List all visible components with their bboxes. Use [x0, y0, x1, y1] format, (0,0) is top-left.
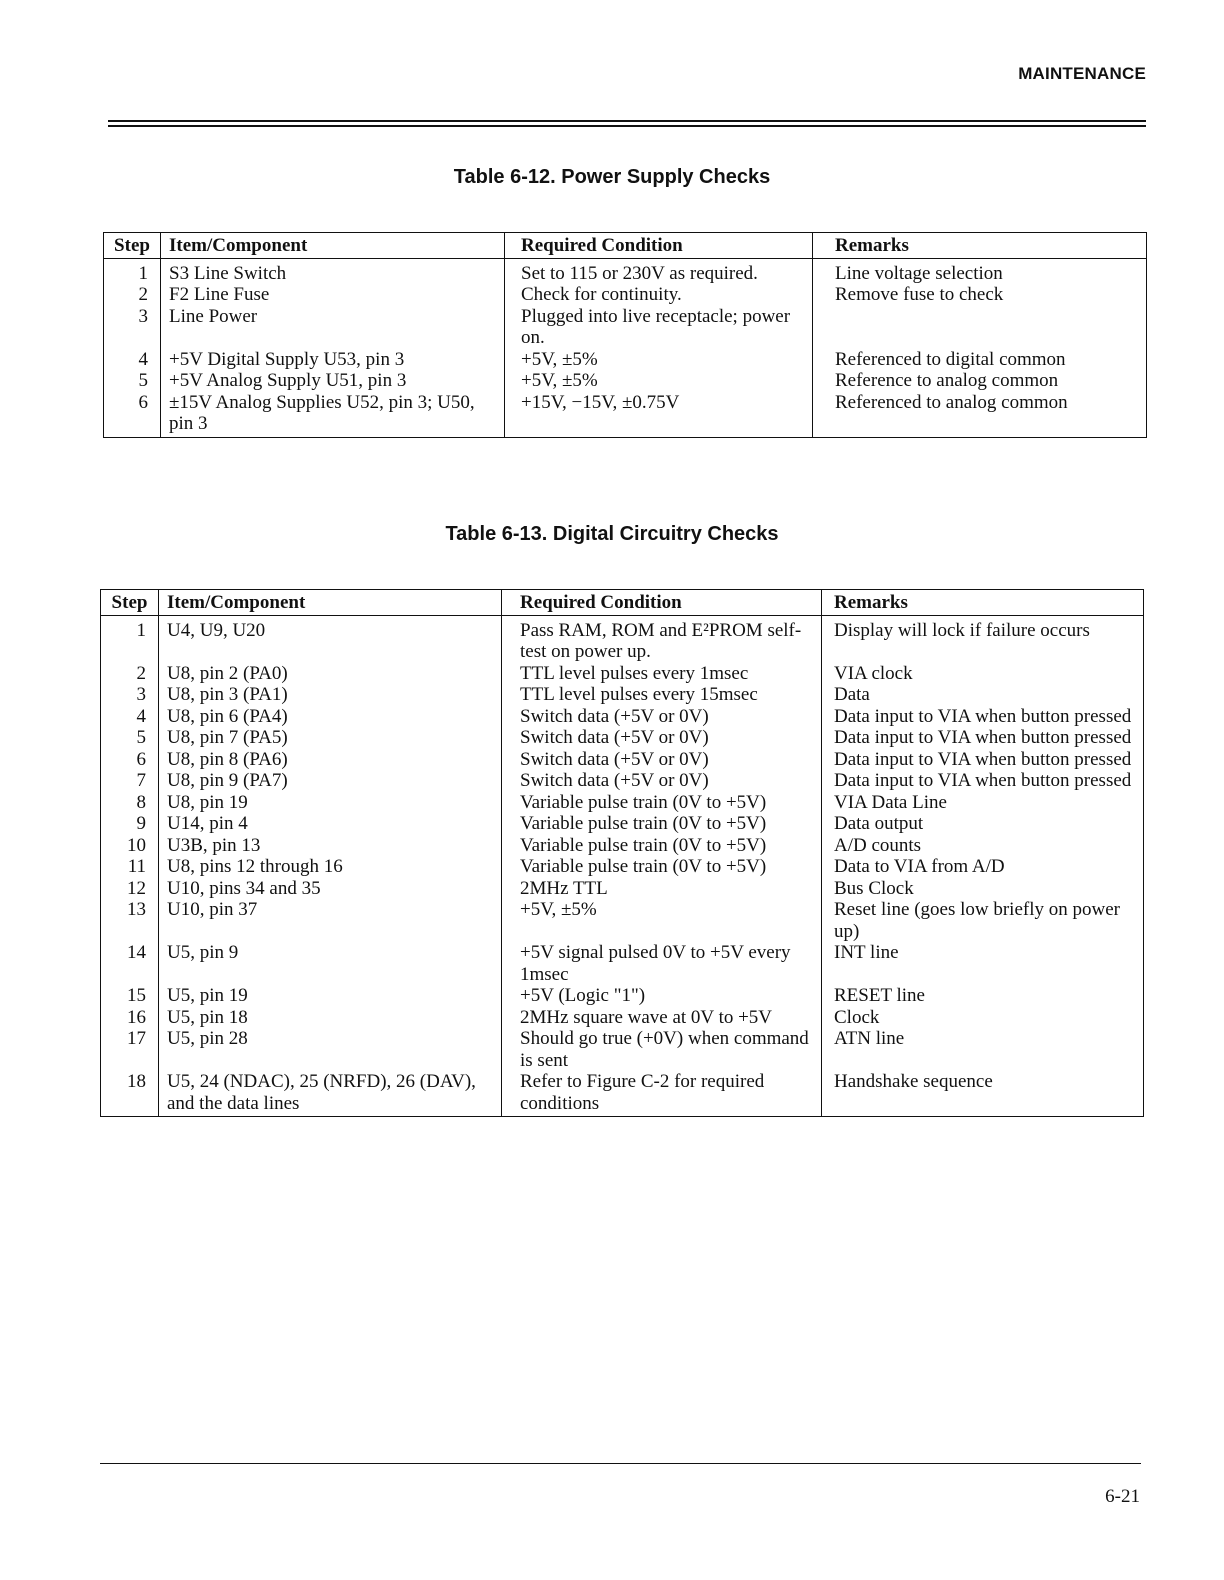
- row-condition: +5V, ±5%: [505, 349, 813, 371]
- row-step: 2: [104, 284, 161, 306]
- page-number: 6-21: [1105, 1486, 1140, 1507]
- row-remarks: Clock: [822, 1007, 1144, 1029]
- row-step: 15: [101, 985, 159, 1007]
- row-condition: TTL level pulses every 15msec: [502, 684, 822, 706]
- row-condition: Pass RAM, ROM and E²PROM self-test on power up.: [502, 615, 822, 663]
- table-row: [101, 878, 1144, 900]
- row-condition: +5V signal pulsed 0V to +5V every 1msec: [502, 942, 822, 985]
- row-remarks: VIA clock: [822, 663, 1144, 685]
- table-row: [101, 1007, 1144, 1029]
- row-step: 2: [101, 663, 159, 685]
- row-step: 3: [104, 306, 161, 349]
- row-remarks: Handshake sequence: [822, 1071, 1144, 1117]
- table-6-12-caption: Table 6-12. Power Supply Checks: [453, 166, 771, 188]
- table-6-13-caption: Table 6-13. Digital Circuitry Checks: [445, 523, 779, 545]
- row-step: 10: [101, 835, 159, 857]
- row-condition: Switch data (+5V or 0V): [502, 727, 822, 749]
- table-row: [101, 942, 1144, 985]
- row-item: U10, pins 34 and 35: [159, 878, 502, 900]
- row-step: 18: [101, 1071, 159, 1117]
- row-step: 12: [101, 878, 159, 900]
- row-step: 9: [101, 813, 159, 835]
- row-condition: Refer to Figure C-2 for required conditions: [502, 1071, 822, 1117]
- table-row: [101, 727, 1144, 749]
- row-item: F2 Line Fuse: [161, 284, 505, 306]
- row-item: +5V Analog Supply U51, pin 3: [161, 370, 505, 392]
- table-header-row: [104, 233, 1147, 259]
- row-step: 5: [104, 370, 161, 392]
- table-row: [104, 349, 1147, 371]
- table-row: [101, 615, 1144, 663]
- row-step: 7: [101, 770, 159, 792]
- row-step: 11: [101, 856, 159, 878]
- table-row: [101, 899, 1144, 942]
- row-item: U5, pin 9: [159, 942, 502, 985]
- row-step: 6: [104, 392, 161, 438]
- row-condition: Variable pulse train (0V to +5V): [502, 856, 822, 878]
- running-header: MAINTENANCE: [1018, 64, 1146, 83]
- row-remarks: ATN line: [822, 1028, 1144, 1071]
- table-row: [101, 1028, 1144, 1071]
- column-header-step: Step: [101, 590, 159, 616]
- row-item: U14, pin 4: [159, 813, 502, 835]
- row-remarks: Referenced to digital common: [813, 349, 1147, 371]
- column-header-condition: Required Condition: [505, 233, 813, 259]
- table-header-row: [101, 590, 1144, 616]
- table-row: [101, 985, 1144, 1007]
- row-condition: +5V, ±5%: [505, 370, 813, 392]
- column-header-step: Step: [104, 233, 161, 259]
- row-step: 4: [101, 706, 159, 728]
- table-row: [101, 835, 1144, 857]
- column-header-item: Item/Component: [159, 590, 502, 616]
- row-remarks: Data: [822, 684, 1144, 706]
- table-row: [101, 684, 1144, 706]
- row-step: 5: [101, 727, 159, 749]
- row-remarks: INT line: [822, 942, 1144, 985]
- column-header-item: Item/Component: [161, 233, 505, 259]
- row-step: 3: [101, 684, 159, 706]
- row-item: S3 Line Switch: [161, 258, 505, 284]
- column-header-remarks: Remarks: [813, 233, 1147, 259]
- row-remarks: Data input to VIA when button pressed: [822, 749, 1144, 771]
- row-item: U8, pin 3 (PA1): [159, 684, 502, 706]
- row-condition: 2MHz square wave at 0V to +5V: [502, 1007, 822, 1029]
- row-condition: Switch data (+5V or 0V): [502, 706, 822, 728]
- row-step: 13: [101, 899, 159, 942]
- row-item: U5, pin 18: [159, 1007, 502, 1029]
- row-condition: TTL level pulses every 1msec: [502, 663, 822, 685]
- row-condition: Should go true (+0V) when command is sent: [502, 1028, 822, 1071]
- row-item: Line Power: [161, 306, 505, 349]
- column-header-condition: Required Condition: [502, 590, 822, 616]
- row-step: 8: [101, 792, 159, 814]
- row-remarks: Remove fuse to check: [813, 284, 1147, 306]
- table-row: [104, 392, 1147, 438]
- row-step: 4: [104, 349, 161, 371]
- row-remarks: RESET line: [822, 985, 1144, 1007]
- row-item: U5, pin 19: [159, 985, 502, 1007]
- row-condition: 2MHz TTL: [502, 878, 822, 900]
- row-item: U8, pin 6 (PA4): [159, 706, 502, 728]
- row-condition: Variable pulse train (0V to +5V): [502, 792, 822, 814]
- column-header-remarks: Remarks: [822, 590, 1144, 616]
- row-condition: +5V (Logic "1"): [502, 985, 822, 1007]
- table-row: [101, 706, 1144, 728]
- row-step: 1: [104, 258, 161, 284]
- row-step: 17: [101, 1028, 159, 1071]
- row-step: 6: [101, 749, 159, 771]
- row-item: U8, pins 12 through 16: [159, 856, 502, 878]
- table-row: [104, 306, 1147, 349]
- row-remarks: Data output: [822, 813, 1144, 835]
- row-condition: Variable pulse train (0V to +5V): [502, 813, 822, 835]
- table-row: [101, 792, 1144, 814]
- row-item: U3B, pin 13: [159, 835, 502, 857]
- row-item: U10, pin 37: [159, 899, 502, 942]
- row-item: U8, pin 8 (PA6): [159, 749, 502, 771]
- row-condition: +5V, ±5%: [502, 899, 822, 942]
- row-item: U8, pin 19: [159, 792, 502, 814]
- row-item: +5V Digital Supply U53, pin 3: [161, 349, 505, 371]
- digital-circuitry-checks-table: [100, 589, 1144, 1117]
- row-condition: Check for continuity.: [505, 284, 813, 306]
- row-step: 14: [101, 942, 159, 985]
- row-item: U8, pin 9 (PA7): [159, 770, 502, 792]
- row-item: U8, pin 7 (PA5): [159, 727, 502, 749]
- row-condition: Variable pulse train (0V to +5V): [502, 835, 822, 857]
- row-item: ±15V Analog Supplies U52, pin 3; U50, pin 3: [161, 392, 505, 438]
- table-row: [104, 284, 1147, 306]
- row-remarks: Data input to VIA when button pressed: [822, 770, 1144, 792]
- table-row: [101, 1071, 1144, 1117]
- row-remarks: Display will lock if failure occurs: [822, 615, 1144, 663]
- table-row: [101, 770, 1144, 792]
- row-remarks: Line voltage selection: [813, 258, 1147, 284]
- row-remarks: [813, 306, 1147, 349]
- row-remarks: Data input to VIA when button pressed: [822, 706, 1144, 728]
- footer-rule: [100, 1463, 1141, 1464]
- row-remarks: A/D counts: [822, 835, 1144, 857]
- row-remarks: VIA Data Line: [822, 792, 1144, 814]
- header-rule: [108, 120, 1146, 122]
- table-row: [101, 813, 1144, 835]
- header-rule-double: [108, 125, 1146, 127]
- row-remarks: Data to VIA from A/D: [822, 856, 1144, 878]
- row-step: 1: [101, 615, 159, 663]
- table-row: [104, 370, 1147, 392]
- row-condition: Set to 115 or 230V as required.: [505, 258, 813, 284]
- row-remarks: Bus Clock: [822, 878, 1144, 900]
- table-row: [101, 856, 1144, 878]
- row-condition: Plugged into live receptacle; power on.: [505, 306, 813, 349]
- row-remarks: Data input to VIA when button pressed: [822, 727, 1144, 749]
- row-step: 16: [101, 1007, 159, 1029]
- row-remarks: Reset line (goes low briefly on power up): [822, 899, 1144, 942]
- row-item: U5, pin 28: [159, 1028, 502, 1071]
- power-supply-checks-table: [103, 232, 1147, 438]
- row-remarks: Reference to analog common: [813, 370, 1147, 392]
- table-row: [104, 258, 1147, 284]
- row-condition: Switch data (+5V or 0V): [502, 770, 822, 792]
- row-item: U8, pin 2 (PA0): [159, 663, 502, 685]
- table-row: [101, 663, 1144, 685]
- row-item: U5, 24 (NDAC), 25 (NRFD), 26 (DAV), and the data lines: [159, 1071, 502, 1117]
- table-row: [101, 749, 1144, 771]
- row-remarks: Referenced to analog common: [813, 392, 1147, 438]
- row-condition: +15V, −15V, ±0.75V: [505, 392, 813, 438]
- row-item: U4, U9, U20: [159, 615, 502, 663]
- row-condition: Switch data (+5V or 0V): [502, 749, 822, 771]
